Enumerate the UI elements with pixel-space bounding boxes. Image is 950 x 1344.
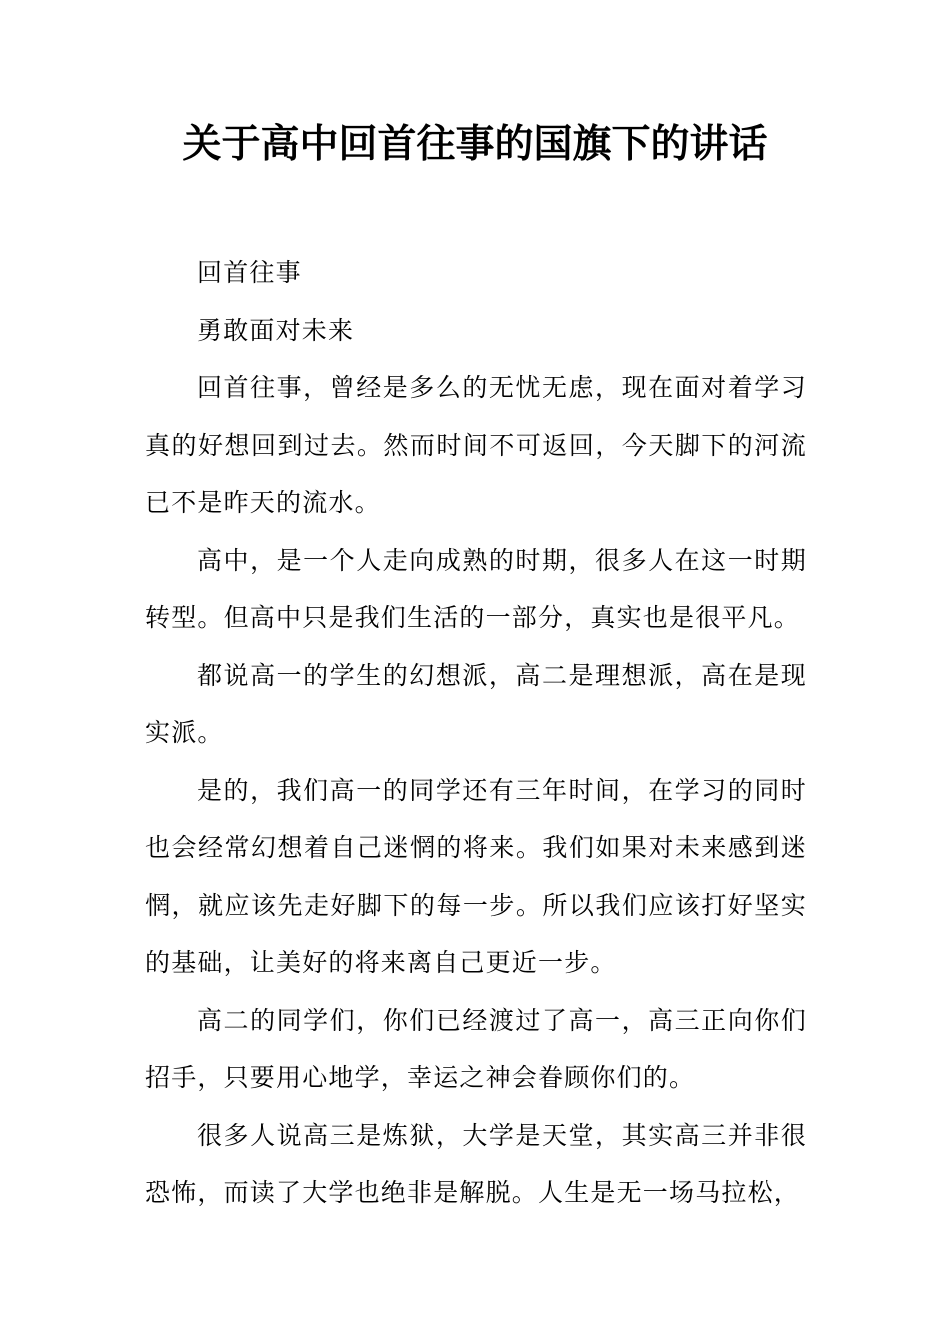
paragraph: 很多人说高三是炼狱，大学是天堂，其实高三并非很恐怖，而读了大学也绝非是解脱。人生是无一场马拉松， — [145, 1120, 807, 1207]
paragraph: 高二的同学们，你们已经渡过了高一，高三正向你们招手，只要用心地学，幸运之神会眷顾你们的。 — [145, 1005, 807, 1092]
document-body — [145, 244, 807, 1222]
paragraph: 是的，我们高一的同学还有三年时间，在学习的同时也会经常幻想着自己迷惘的将来。我们如果对未来感到迷惘，就应该先走好脚下的每一步。所以我们应该打好坚实的基础，让美好的将来离自己更近一步。 — [145, 775, 807, 977]
paragraph: 勇敢面对未来 — [197, 315, 355, 345]
paragraph: 都说高一的学生的幻想派，高二是理想派，高在是现实派。 — [145, 660, 807, 747]
document-title: 关于高中回首往事的国旗下的讲话 — [182, 121, 768, 167]
paragraph: 回首往事，曾经是多么的无忧无虑，现在面对着学习真的好想回到过去。然而时间不可返回，今天脚下的河流已不是昨天的流水。 — [145, 373, 807, 517]
paragraph: 回首往事 — [197, 258, 302, 287]
paragraph: 高中，是一个人走向成熟的时期，很多人在这一时期转型。但高中只是我们生活的一部分，真实也是很平凡。 — [145, 545, 807, 632]
